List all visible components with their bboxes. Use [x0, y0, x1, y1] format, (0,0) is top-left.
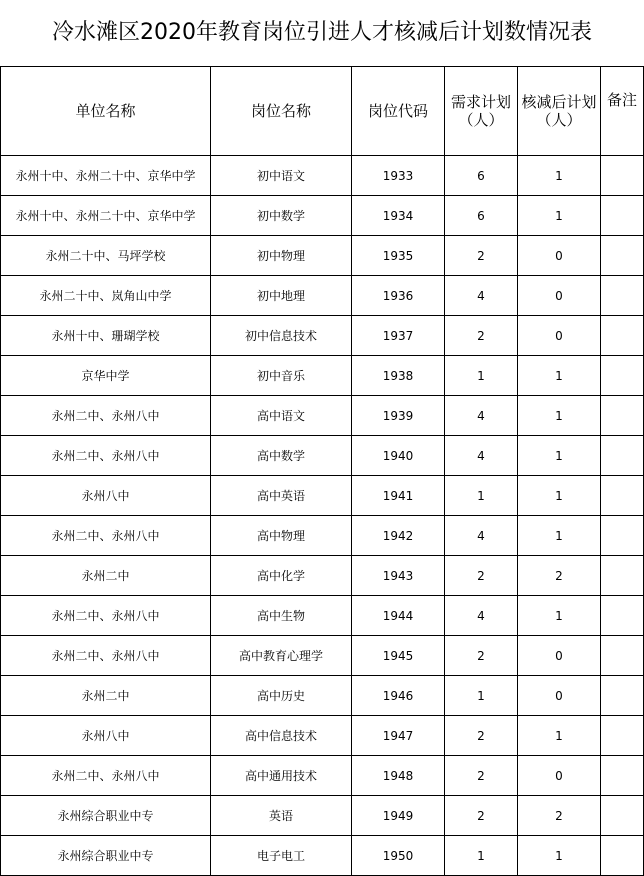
cell-demand: 2 [445, 636, 518, 676]
cell-note [601, 196, 644, 236]
cell-after: 0 [518, 316, 601, 356]
cell-after: 2 [518, 796, 601, 836]
cell-demand: 2 [445, 796, 518, 836]
cell-post: 初中信息技术 [211, 316, 352, 356]
cell-unit: 永州二中、永州八中 [1, 436, 211, 476]
cell-post: 高中教育心理学 [211, 636, 352, 676]
cell-unit: 永州十中、永州二十中、京华中学 [1, 156, 211, 196]
cell-after: 1 [518, 716, 601, 756]
cell-unit: 永州二中、永州八中 [1, 396, 211, 436]
cell-code: 1934 [352, 196, 445, 236]
cell-after: 1 [518, 476, 601, 516]
table-row [1, 316, 644, 356]
cell-code: 1940 [352, 436, 445, 476]
cell-code: 1935 [352, 236, 445, 276]
table-row [1, 396, 644, 436]
table-row [1, 676, 644, 716]
cell-code: 1950 [352, 836, 445, 876]
cell-demand: 4 [445, 436, 518, 476]
cell-unit: 永州二中、永州八中 [1, 516, 211, 556]
table-row [1, 756, 644, 796]
cell-code: 1937 [352, 316, 445, 356]
cell-note [601, 476, 644, 516]
cell-post: 高中英语 [211, 476, 352, 516]
cell-code: 1938 [352, 356, 445, 396]
cell-post: 高中通用技术 [211, 756, 352, 796]
cell-code: 1936 [352, 276, 445, 316]
cell-unit: 永州二中、永州八中 [1, 756, 211, 796]
table-row [1, 636, 644, 676]
table-row [1, 156, 644, 196]
cell-post: 高中化学 [211, 556, 352, 596]
table-row [1, 236, 644, 276]
cell-demand: 4 [445, 516, 518, 556]
cell-note [601, 836, 644, 876]
cell-note [601, 796, 644, 836]
cell-post: 初中物理 [211, 236, 352, 276]
cell-note [601, 596, 644, 636]
cell-code: 1946 [352, 676, 445, 716]
cell-post: 高中生物 [211, 596, 352, 636]
header-demand-text: 需求计划（人） [450, 93, 511, 129]
cell-note [601, 516, 644, 556]
table-row [1, 436, 644, 476]
cell-demand: 2 [445, 316, 518, 356]
cell-code: 1933 [352, 156, 445, 196]
cell-post: 高中物理 [211, 516, 352, 556]
cell-code: 1947 [352, 716, 445, 756]
cell-after: 1 [518, 396, 601, 436]
cell-note [601, 156, 644, 196]
header-unit: 单位名称 [1, 67, 211, 156]
cell-note [601, 396, 644, 436]
cell-after: 1 [518, 436, 601, 476]
cell-demand: 2 [445, 716, 518, 756]
cell-note [601, 636, 644, 676]
cell-unit: 永州二十中、马坪学校 [1, 236, 211, 276]
cell-after: 1 [518, 156, 601, 196]
cell-unit: 永州综合职业中专 [1, 836, 211, 876]
cell-code: 1943 [352, 556, 445, 596]
cell-post: 高中历史 [211, 676, 352, 716]
cell-unit: 永州综合职业中专 [1, 796, 211, 836]
cell-note [601, 236, 644, 276]
table-row [1, 596, 644, 636]
cell-demand: 1 [445, 836, 518, 876]
cell-demand: 2 [445, 236, 518, 276]
cell-demand: 1 [445, 676, 518, 716]
header-after [518, 67, 601, 156]
table-row [1, 716, 644, 756]
cell-code: 1944 [352, 596, 445, 636]
header-note: 备注 [601, 67, 644, 156]
cell-demand: 6 [445, 196, 518, 236]
cell-code: 1941 [352, 476, 445, 516]
cell-unit: 永州十中、永州二十中、京华中学 [1, 196, 211, 236]
cell-post: 电子电工 [211, 836, 352, 876]
cell-unit: 永州二中 [1, 556, 211, 596]
cell-demand: 1 [445, 356, 518, 396]
cell-demand: 1 [445, 476, 518, 516]
cell-unit: 永州十中、珊瑚学校 [1, 316, 211, 356]
cell-unit: 永州二中、永州八中 [1, 636, 211, 676]
cell-note [601, 316, 644, 356]
plan-table [0, 66, 644, 876]
header-code: 岗位代码 [352, 67, 445, 156]
cell-post: 高中数学 [211, 436, 352, 476]
cell-code: 1939 [352, 396, 445, 436]
cell-demand: 4 [445, 396, 518, 436]
cell-code: 1942 [352, 516, 445, 556]
cell-note [601, 676, 644, 716]
cell-note [601, 436, 644, 476]
document-title: 冷水滩区2020年教育岗位引进人才核减后计划数情况表 [52, 20, 592, 45]
table-row [1, 276, 644, 316]
cell-after: 1 [518, 356, 601, 396]
cell-note [601, 756, 644, 796]
cell-note [601, 276, 644, 316]
cell-after: 1 [518, 596, 601, 636]
header-row [1, 67, 644, 156]
cell-unit: 永州八中 [1, 716, 211, 756]
cell-post: 高中语文 [211, 396, 352, 436]
table-row [1, 476, 644, 516]
cell-code: 1945 [352, 636, 445, 676]
cell-post: 英语 [211, 796, 352, 836]
cell-unit: 永州二十中、岚角山中学 [1, 276, 211, 316]
cell-unit: 永州二中、永州八中 [1, 596, 211, 636]
cell-after: 0 [518, 276, 601, 316]
cell-after: 0 [518, 636, 601, 676]
cell-after: 1 [518, 196, 601, 236]
table-row [1, 516, 644, 556]
cell-code: 1949 [352, 796, 445, 836]
table-row [1, 796, 644, 836]
cell-demand: 4 [445, 276, 518, 316]
table-row [1, 556, 644, 596]
cell-post: 初中数学 [211, 196, 352, 236]
cell-post: 高中信息技术 [211, 716, 352, 756]
cell-post: 初中语文 [211, 156, 352, 196]
header-demand [445, 67, 518, 156]
table-body [1, 156, 644, 876]
cell-note [601, 356, 644, 396]
cell-after: 2 [518, 556, 601, 596]
cell-code: 1948 [352, 756, 445, 796]
cell-note [601, 556, 644, 596]
cell-demand: 4 [445, 596, 518, 636]
cell-after: 1 [518, 516, 601, 556]
cell-demand: 2 [445, 556, 518, 596]
cell-post: 初中音乐 [211, 356, 352, 396]
cell-post: 初中地理 [211, 276, 352, 316]
cell-demand: 2 [445, 756, 518, 796]
cell-after: 1 [518, 836, 601, 876]
table-row [1, 356, 644, 396]
cell-after: 0 [518, 756, 601, 796]
table-row [1, 836, 644, 876]
cell-after: 0 [518, 676, 601, 716]
cell-after: 0 [518, 236, 601, 276]
cell-unit: 京华中学 [1, 356, 211, 396]
cell-unit: 永州二中 [1, 676, 211, 716]
cell-unit: 永州八中 [1, 476, 211, 516]
cell-note [601, 716, 644, 756]
table-row [1, 196, 644, 236]
header-post: 岗位名称 [211, 67, 352, 156]
cell-demand: 6 [445, 156, 518, 196]
header-after-text: 核减后计划（人） [521, 93, 597, 129]
